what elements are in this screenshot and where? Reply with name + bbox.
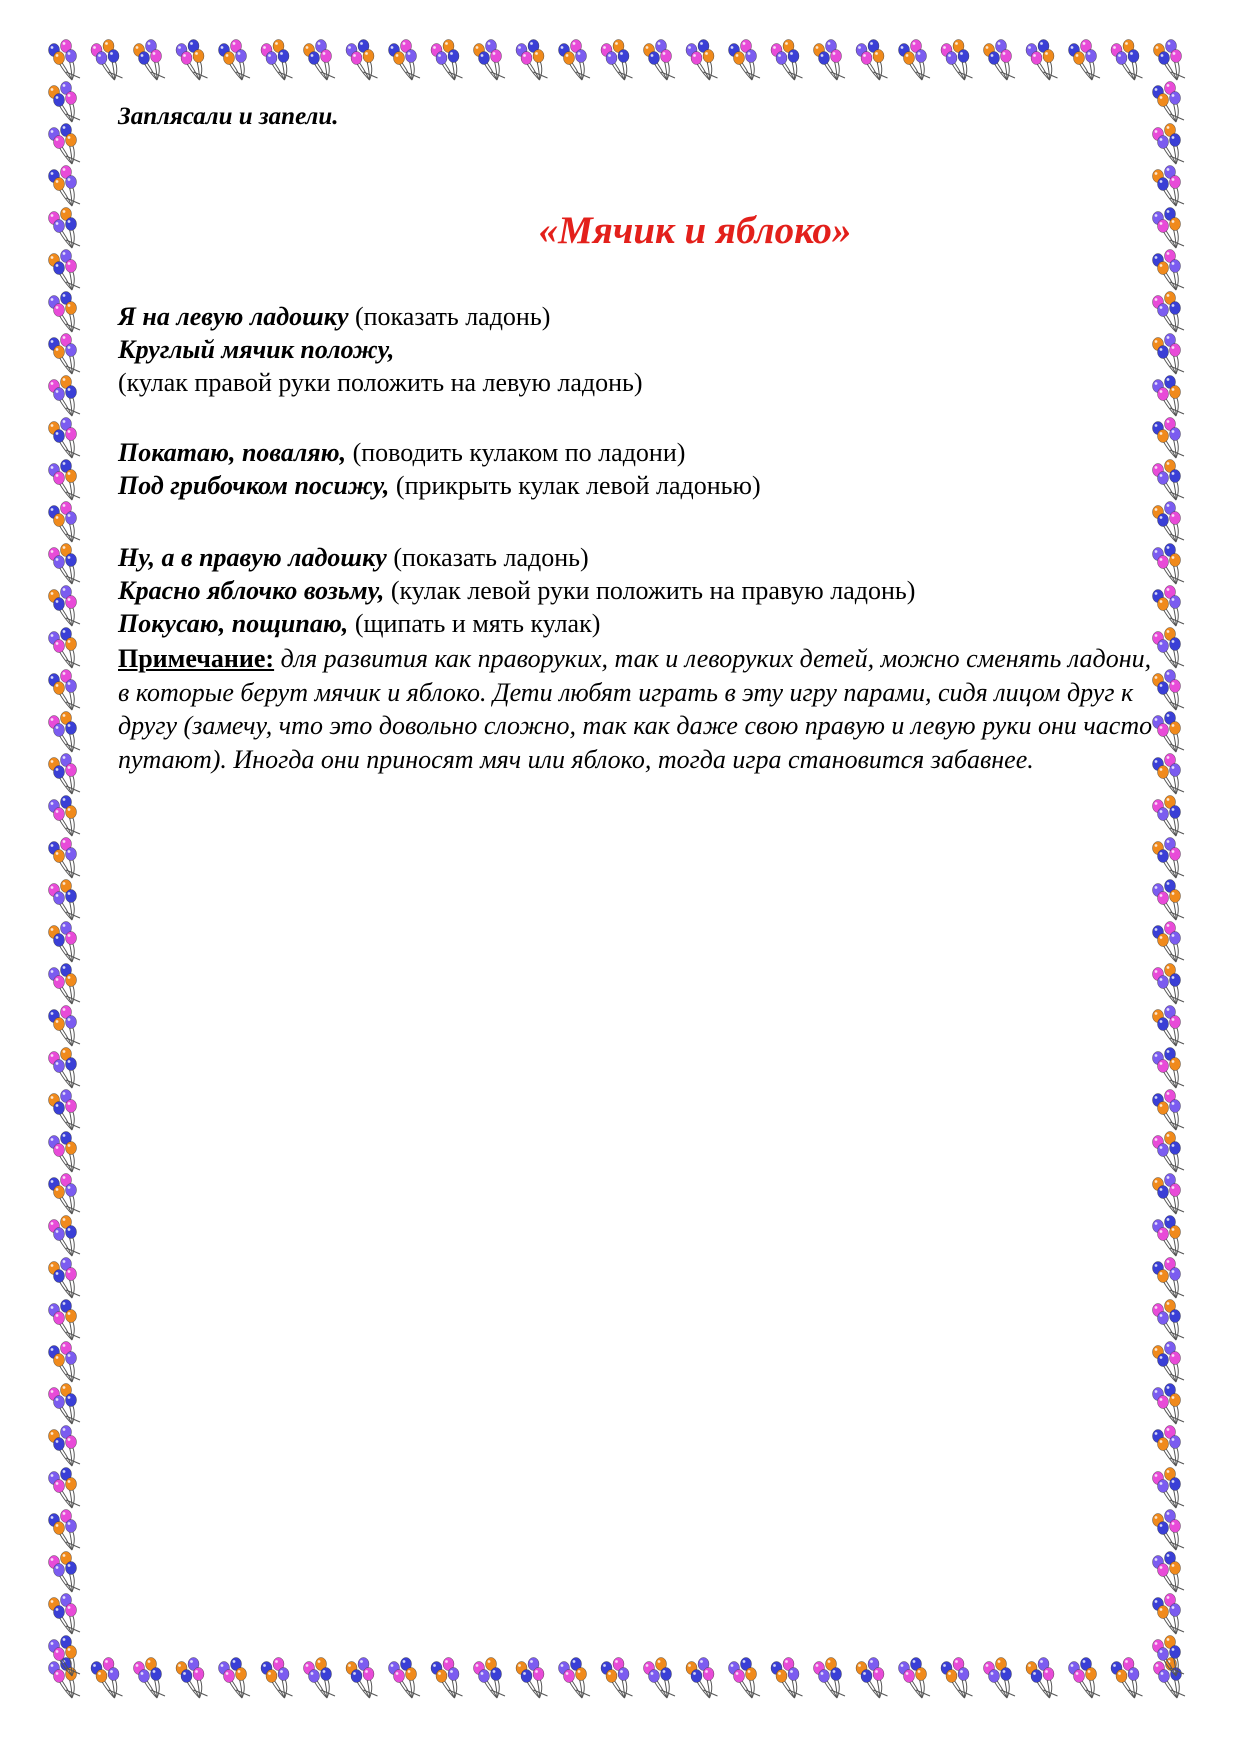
balloon-bunch-icon [49, 544, 81, 585]
balloon-bunch-icon [49, 1342, 81, 1383]
balloon-bunch-icon [49, 418, 81, 459]
balloon-bunch-icon [49, 1384, 81, 1425]
balloon-bunch-icon [49, 1258, 81, 1299]
poem-line-instruction: (кулак левой руки положить на правую ладонь) [384, 576, 916, 605]
balloon-bunch-icon [49, 1174, 81, 1215]
balloon-bunch-icon [49, 1216, 81, 1257]
balloon-bunch-icon [601, 1658, 633, 1699]
poem-line-instruction: (показать ладонь) [348, 302, 551, 331]
balloon-bunch-icon [644, 40, 676, 81]
balloon-bunch-icon [431, 1658, 463, 1699]
balloon-bunch-icon [49, 502, 81, 543]
balloon-bunch-icon [941, 1658, 973, 1699]
balloon-bunch-icon [49, 250, 81, 291]
balloon-bunch-icon [474, 1658, 506, 1699]
balloon-bunch-icon [49, 964, 81, 1005]
balloon-bunch-icon [219, 1658, 251, 1699]
balloon-bunch-icon [49, 712, 81, 753]
poem-line-bold: Под грибочком посижу, [118, 471, 390, 500]
balloon-bunch-icon [49, 334, 81, 375]
balloon-bunch-icon [1153, 1090, 1185, 1131]
poem-line-instruction: (щипать и мять кулак) [348, 609, 601, 638]
poem-line [118, 436, 685, 469]
poem-line [118, 300, 550, 333]
balloon-bunch-icon [49, 1594, 81, 1635]
balloon-bunch-icon [1111, 1658, 1143, 1699]
balloon-bunch-icon [1153, 838, 1185, 879]
balloon-bunch-icon [1153, 1594, 1185, 1635]
balloon-bunch-icon [1153, 1552, 1185, 1593]
balloon-bunch-icon [729, 40, 761, 81]
balloon-bunch-icon [1153, 796, 1185, 837]
balloon-bunch-icon [91, 1658, 123, 1699]
balloon-bunch-icon [1153, 502, 1185, 543]
balloon-bunch-icon [559, 40, 591, 81]
balloon-bunch-icon [984, 1658, 1016, 1699]
balloon-bunch-icon [304, 40, 336, 81]
balloon-bunch-icon [1153, 82, 1185, 123]
balloon-bunch-icon [1153, 1510, 1185, 1551]
balloon-bunch-icon [49, 628, 81, 669]
balloon-bunch-icon [1153, 376, 1185, 417]
balloon-bunch-icon [49, 586, 81, 627]
balloon-bunch-icon [49, 880, 81, 921]
balloon-bunch-icon [49, 1300, 81, 1341]
balloon-bunch-icon [176, 40, 208, 81]
balloon-bunch-icon [49, 166, 81, 207]
balloon-bunch-icon [261, 1658, 293, 1699]
balloon-bunch-icon [1153, 922, 1185, 963]
balloon-bunch-icon [49, 40, 81, 81]
balloon-bunch-icon [49, 1132, 81, 1173]
poem-line-bold: Я на левую ладошку [118, 302, 349, 331]
balloon-bunch-icon [346, 40, 378, 81]
page-title: «Мячик и яблоко» [538, 209, 852, 252]
poem-line [118, 333, 394, 366]
balloon-bunch-icon [49, 796, 81, 837]
balloon-bunch-icon [516, 1658, 548, 1699]
balloon-bunch-icon [1153, 586, 1185, 627]
balloon-bunch-icon [1153, 292, 1185, 333]
balloon-bunch-icon [49, 82, 81, 123]
balloon-bunch-icon [1153, 1342, 1185, 1383]
balloon-bunch-icon [814, 1658, 846, 1699]
balloon-bunch-icon [1153, 334, 1185, 375]
balloon-bunch-icon [1153, 1174, 1185, 1215]
note-label: Примечание: [118, 644, 275, 673]
balloon-bunch-icon [1154, 40, 1186, 81]
balloon-bunch-icon [686, 1658, 718, 1699]
balloon-bunch-icon [134, 40, 166, 81]
balloon-bunch-icon [1153, 1300, 1185, 1341]
balloon-bunch-icon [601, 40, 633, 81]
balloon-bunch-icon [516, 40, 548, 81]
balloon-bunch-icon [176, 1658, 208, 1699]
balloon-bunch-icon [49, 292, 81, 333]
balloon-bunch-icon [49, 1468, 81, 1509]
balloon-bunch-icon [49, 1090, 81, 1131]
balloon-bunch-icon [261, 40, 293, 81]
poem-line-bold: Круглый мячик положу, [118, 335, 395, 364]
balloon-bunch-icon [219, 40, 251, 81]
balloon-bunch-icon [1153, 1426, 1185, 1467]
balloon-bunch-icon [49, 124, 81, 165]
poem-line [118, 366, 643, 399]
balloon-bunch-icon [814, 40, 846, 81]
balloon-bunch-icon [49, 1006, 81, 1047]
balloon-bunch-icon [304, 1658, 336, 1699]
poem-line [118, 541, 589, 574]
poem-line [118, 469, 761, 502]
balloon-bunch-icon [49, 838, 81, 879]
balloon-bunch-icon [1153, 1216, 1185, 1257]
balloon-bunch-icon [984, 40, 1016, 81]
poem-line-bold: Покусаю, пощипаю, [118, 609, 349, 638]
balloon-bunch-icon [49, 1048, 81, 1089]
balloon-bunch-icon [771, 40, 803, 81]
balloon-bunch-icon [1069, 40, 1101, 81]
balloon-bunch-icon [1153, 1258, 1185, 1299]
balloon-bunch-icon [899, 1658, 931, 1699]
balloon-bunch-icon [49, 460, 81, 501]
poem-line-instruction: (кулак правой руки положить на левую ладонь) [118, 368, 643, 397]
balloon-bunch-icon [49, 670, 81, 711]
poem-line [118, 607, 600, 640]
balloon-bunch-icon [1153, 1048, 1185, 1089]
balloon-bunch-icon [1153, 1468, 1185, 1509]
balloon-bunch-icon [856, 1658, 888, 1699]
balloon-bunch-icon [346, 1658, 378, 1699]
balloon-bunch-icon [686, 40, 718, 81]
balloon-bunch-icon [1153, 166, 1185, 207]
balloon-bunch-icon [49, 1510, 81, 1551]
balloon-bunch-icon [1153, 1384, 1185, 1425]
balloon-bunch-icon [1111, 40, 1143, 81]
balloon-bunch-icon [1153, 124, 1185, 165]
balloon-bunch-icon [1153, 1132, 1185, 1173]
balloon-bunch-icon [49, 1426, 81, 1467]
balloon-bunch-icon [49, 376, 81, 417]
balloon-bunch-icon [474, 40, 506, 81]
balloon-bunch-icon [389, 1658, 421, 1699]
balloon-bunch-icon [899, 40, 931, 81]
note-text: для развития как праворуких, так и леворуких детей, можно сменять ладони, в которые берут мячик и яблоко. Дети любят играть в эту игру парами, сидя лицом друг к другу (замечу, что это довольно сложно, так как даже свою правую и левую руки они часто путают). Иногда они приносят мяч или яблоко, тогда игра становится забавнее. [118, 644, 1153, 774]
balloon-bunch-icon [1153, 1006, 1185, 1047]
poem-line [118, 574, 915, 607]
balloon-bunch-icon [1026, 40, 1058, 81]
balloon-bunch-icon [1153, 880, 1185, 921]
balloon-bunch-icon [49, 1658, 81, 1699]
balloon-bunch-icon [389, 40, 421, 81]
balloon-bunch-icon [1153, 418, 1185, 459]
poem-line-bold: Покатаю, поваляю, [118, 438, 347, 467]
balloon-bunch-icon [771, 1658, 803, 1699]
poem-line-bold: Красно яблочко возьму, [118, 576, 385, 605]
balloon-bunch-icon [91, 40, 123, 81]
balloon-bunch-icon [49, 1552, 81, 1593]
balloon-bunch-icon [49, 922, 81, 963]
balloon-bunch-icon [1069, 1658, 1101, 1699]
poem-line-bold: Ну, а в правую ладошку [118, 543, 387, 572]
note-paragraph [118, 642, 1158, 776]
balloon-bunch-icon [559, 1658, 591, 1699]
balloon-bunch-icon [1153, 250, 1185, 291]
header-text: Заплясали и запели. [118, 103, 339, 130]
poem-line-instruction: (показать ладонь) [386, 543, 589, 572]
poem-line-instruction: (прикрыть кулак левой ладонью) [389, 471, 761, 500]
balloon-bunch-icon [644, 1658, 676, 1699]
balloon-bunch-icon [134, 1658, 166, 1699]
balloon-bunch-icon [49, 754, 81, 795]
poem-line-instruction: (поводить кулаком по ладони) [346, 438, 686, 467]
balloon-bunch-icon [1153, 460, 1185, 501]
balloon-bunch-icon [729, 1658, 761, 1699]
balloon-bunch-icon [941, 40, 973, 81]
balloon-bunch-icon [431, 40, 463, 81]
balloon-bunch-icon [1153, 964, 1185, 1005]
balloon-bunch-icon [856, 40, 888, 81]
balloon-bunch-icon [1026, 1658, 1058, 1699]
balloon-bunch-icon [1153, 544, 1185, 585]
